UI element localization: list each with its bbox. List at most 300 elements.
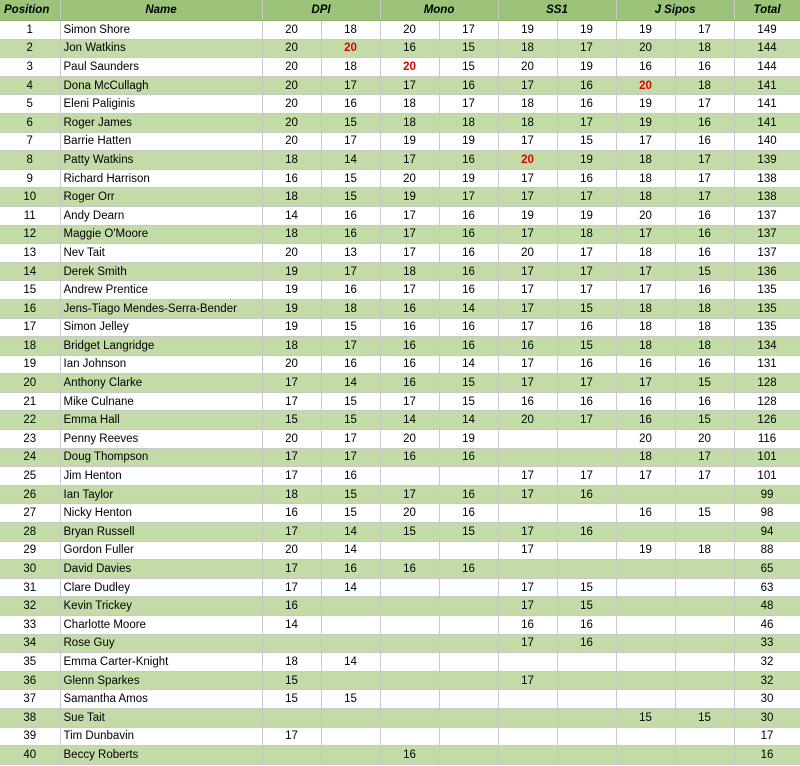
table-row [0, 39, 800, 58]
score-cell: 13 [321, 244, 380, 263]
position-cell: 21 [0, 392, 60, 411]
score-cell: 16 [675, 244, 734, 263]
score-cell: 18 [321, 299, 380, 318]
score-cell [380, 690, 439, 709]
table-row [0, 578, 800, 597]
header-row [0, 0, 800, 21]
score-cell [380, 616, 439, 635]
score-cell [675, 653, 734, 672]
score-cell: 17 [675, 448, 734, 467]
score-cell: 18 [380, 95, 439, 114]
position-cell: 34 [0, 634, 60, 653]
table-row [0, 727, 800, 746]
score-cell: 16 [557, 485, 616, 504]
score-cell [439, 616, 498, 635]
score-cell: 19 [616, 113, 675, 132]
name-cell: Jim Henton [60, 467, 262, 486]
position-cell: 6 [0, 113, 60, 132]
score-cell: 15 [439, 58, 498, 77]
score-cell: 18 [262, 337, 321, 356]
score-cell: 15 [439, 523, 498, 542]
score-cell: 16 [616, 392, 675, 411]
score-cell: 15 [557, 132, 616, 151]
total-cell: 135 [734, 299, 800, 318]
table-row [0, 76, 800, 95]
score-cell [380, 541, 439, 560]
score-cell: 18 [262, 151, 321, 170]
table-row [0, 523, 800, 542]
name-cell: Sue Tait [60, 708, 262, 727]
score-cell: 16 [321, 206, 380, 225]
total-cell: 101 [734, 448, 800, 467]
score-cell: 17 [557, 39, 616, 58]
position-cell: 26 [0, 485, 60, 504]
score-cell: 17 [498, 374, 557, 393]
total-cell: 94 [734, 523, 800, 542]
name-cell: Doug Thompson [60, 448, 262, 467]
column-header-j-sipos: J Sipos [616, 0, 734, 21]
score-cell: 17 [498, 188, 557, 207]
position-cell: 27 [0, 504, 60, 523]
score-cell: 16 [439, 504, 498, 523]
score-cell [616, 616, 675, 635]
score-cell [321, 597, 380, 616]
table-row [0, 132, 800, 151]
table-row [0, 392, 800, 411]
score-cell: 20 [262, 355, 321, 374]
score-cell [557, 746, 616, 765]
score-cell: 15 [675, 374, 734, 393]
position-cell: 22 [0, 411, 60, 430]
score-cell [439, 467, 498, 486]
total-cell: 32 [734, 671, 800, 690]
score-cell [557, 671, 616, 690]
total-cell: 137 [734, 244, 800, 263]
table-row [0, 653, 800, 672]
position-cell: 37 [0, 690, 60, 709]
total-cell: 128 [734, 374, 800, 393]
score-cell: 20 [262, 113, 321, 132]
column-header-name: Name [60, 0, 262, 21]
score-cell: 18 [498, 39, 557, 58]
score-cell: 17 [262, 392, 321, 411]
score-cell: 18 [262, 225, 321, 244]
position-cell: 28 [0, 523, 60, 542]
total-cell: 99 [734, 485, 800, 504]
score-cell: 15 [380, 523, 439, 542]
score-cell: 16 [498, 337, 557, 356]
score-cell: 16 [616, 411, 675, 430]
table-row [0, 634, 800, 653]
score-cell [675, 616, 734, 635]
name-cell: Jens-Tiago Mendes-Serra-Bender [60, 299, 262, 318]
position-cell: 11 [0, 206, 60, 225]
score-cell: 16 [321, 355, 380, 374]
score-cell: 16 [557, 355, 616, 374]
score-cell [557, 653, 616, 672]
score-cell [675, 727, 734, 746]
score-cell: 17 [262, 448, 321, 467]
score-cell [675, 560, 734, 579]
score-cell: 16 [675, 58, 734, 77]
score-cell [380, 671, 439, 690]
score-cell: 16 [557, 318, 616, 337]
score-cell: 17 [675, 95, 734, 114]
name-cell: Andy Dearn [60, 206, 262, 225]
score-cell: 17 [498, 225, 557, 244]
score-cell [439, 690, 498, 709]
score-cell [498, 690, 557, 709]
score-cell: 19 [498, 21, 557, 40]
score-cell: 16 [380, 355, 439, 374]
score-cell [675, 523, 734, 542]
name-cell: Andrew Prentice [60, 281, 262, 300]
score-cell: 17 [675, 169, 734, 188]
total-cell: 139 [734, 151, 800, 170]
score-cell: 16 [616, 58, 675, 77]
score-cell: 15 [616, 708, 675, 727]
score-cell: 16 [675, 355, 734, 374]
position-cell: 16 [0, 299, 60, 318]
score-cell: 17 [498, 262, 557, 281]
score-cell: 14 [262, 206, 321, 225]
score-cell: 20 [262, 58, 321, 77]
table-row [0, 299, 800, 318]
score-cell: 15 [557, 337, 616, 356]
name-cell: Tim Dunbavin [60, 727, 262, 746]
name-cell: Nicky Henton [60, 504, 262, 523]
score-cell: 19 [439, 169, 498, 188]
total-cell: 138 [734, 169, 800, 188]
score-cell: 15 [675, 504, 734, 523]
score-cell [616, 523, 675, 542]
position-cell: 18 [0, 337, 60, 356]
score-cell: 20 [498, 58, 557, 77]
score-cell: 18 [380, 262, 439, 281]
table-row [0, 541, 800, 560]
score-cell: 20 [262, 76, 321, 95]
position-cell: 23 [0, 430, 60, 449]
score-cell [675, 690, 734, 709]
position-cell: 13 [0, 244, 60, 263]
score-cell: 18 [675, 76, 734, 95]
total-cell: 116 [734, 430, 800, 449]
score-cell: 20 [380, 430, 439, 449]
score-cell [498, 448, 557, 467]
score-cell: 17 [321, 76, 380, 95]
table-row [0, 225, 800, 244]
score-cell: 16 [380, 337, 439, 356]
score-cell: 16 [321, 95, 380, 114]
position-cell: 31 [0, 578, 60, 597]
score-cell: 20 [498, 244, 557, 263]
score-cell: 17 [675, 151, 734, 170]
position-cell: 29 [0, 541, 60, 560]
table-row [0, 504, 800, 523]
total-cell: 138 [734, 188, 800, 207]
score-cell: 14 [321, 523, 380, 542]
score-cell: 16 [380, 318, 439, 337]
score-cell: 16 [380, 560, 439, 579]
score-cell: 16 [557, 392, 616, 411]
score-cell: 20 [262, 95, 321, 114]
score-cell: 17 [498, 467, 557, 486]
score-cell: 17 [557, 374, 616, 393]
name-cell: Simon Jelley [60, 318, 262, 337]
total-cell: 63 [734, 578, 800, 597]
score-cell: 20 [380, 504, 439, 523]
table-row [0, 708, 800, 727]
score-cell [675, 578, 734, 597]
position-cell: 12 [0, 225, 60, 244]
score-cell [557, 448, 616, 467]
name-cell: Gordon Fuller [60, 541, 262, 560]
score-cell: 17 [557, 467, 616, 486]
score-cell: 20 [616, 76, 675, 95]
score-cell: 19 [380, 188, 439, 207]
score-cell: 17 [380, 76, 439, 95]
score-cell: 18 [321, 21, 380, 40]
name-cell: Ian Johnson [60, 355, 262, 374]
score-cell: 17 [498, 132, 557, 151]
score-cell: 20 [498, 151, 557, 170]
score-cell [557, 560, 616, 579]
total-cell: 88 [734, 541, 800, 560]
score-cell [380, 708, 439, 727]
score-cell [616, 634, 675, 653]
position-cell: 19 [0, 355, 60, 374]
table-row [0, 206, 800, 225]
score-cell [675, 671, 734, 690]
score-cell: 16 [439, 560, 498, 579]
score-cell: 16 [380, 746, 439, 765]
table-row [0, 355, 800, 374]
score-cell [498, 430, 557, 449]
score-cell: 15 [439, 39, 498, 58]
score-cell: 19 [498, 206, 557, 225]
score-cell [616, 560, 675, 579]
name-cell: David Davies [60, 560, 262, 579]
table-row [0, 318, 800, 337]
total-cell: 128 [734, 392, 800, 411]
position-cell: 39 [0, 727, 60, 746]
score-cell: 16 [439, 281, 498, 300]
name-cell: Eleni Paliginis [60, 95, 262, 114]
column-header-ss1: SS1 [498, 0, 616, 21]
score-cell [616, 727, 675, 746]
score-cell [439, 746, 498, 765]
score-cell: 17 [557, 188, 616, 207]
score-cell: 19 [616, 541, 675, 560]
score-cell [380, 467, 439, 486]
total-cell: 126 [734, 411, 800, 430]
name-cell: Barrie Hatten [60, 132, 262, 151]
name-cell: Roger Orr [60, 188, 262, 207]
score-cell: 20 [262, 39, 321, 58]
score-cell: 16 [321, 467, 380, 486]
score-cell: 18 [675, 318, 734, 337]
score-cell: 17 [616, 262, 675, 281]
score-cell [557, 727, 616, 746]
score-cell [380, 597, 439, 616]
score-cell: 16 [262, 169, 321, 188]
score-cell: 16 [439, 225, 498, 244]
score-cell: 20 [616, 430, 675, 449]
position-cell: 38 [0, 708, 60, 727]
score-cell: 16 [675, 281, 734, 300]
score-cell [616, 485, 675, 504]
name-cell: Simon Shore [60, 21, 262, 40]
score-cell: 16 [380, 39, 439, 58]
score-cell: 16 [439, 76, 498, 95]
score-cell [380, 653, 439, 672]
score-cell: 15 [321, 485, 380, 504]
table-row [0, 671, 800, 690]
name-cell: Clare Dudley [60, 578, 262, 597]
score-cell: 19 [557, 206, 616, 225]
score-cell: 16 [675, 225, 734, 244]
score-cell: 16 [557, 616, 616, 635]
score-cell: 17 [262, 467, 321, 486]
total-cell: 46 [734, 616, 800, 635]
score-cell [557, 690, 616, 709]
score-cell: 20 [498, 411, 557, 430]
score-cell: 15 [321, 188, 380, 207]
score-cell [498, 653, 557, 672]
score-cell: 16 [498, 392, 557, 411]
score-cell [557, 708, 616, 727]
score-cell: 19 [262, 318, 321, 337]
score-cell: 16 [321, 281, 380, 300]
score-cell [498, 504, 557, 523]
score-cell: 15 [321, 113, 380, 132]
score-cell: 17 [380, 225, 439, 244]
score-cell: 15 [262, 411, 321, 430]
score-cell: 17 [380, 392, 439, 411]
score-cell: 17 [321, 132, 380, 151]
score-cell: 16 [380, 448, 439, 467]
score-cell: 17 [498, 318, 557, 337]
name-cell: Paul Saunders [60, 58, 262, 77]
score-cell: 15 [262, 671, 321, 690]
score-cell: 18 [675, 337, 734, 356]
score-cell [380, 727, 439, 746]
score-cell: 16 [439, 151, 498, 170]
score-cell: 15 [321, 411, 380, 430]
score-cell: 15 [675, 262, 734, 281]
score-cell: 17 [498, 281, 557, 300]
position-cell: 32 [0, 597, 60, 616]
score-cell: 15 [262, 690, 321, 709]
table-row [0, 597, 800, 616]
table-row [0, 616, 800, 635]
score-cell: 16 [439, 206, 498, 225]
score-cell: 17 [380, 206, 439, 225]
score-cell [321, 616, 380, 635]
score-cell: 19 [262, 262, 321, 281]
name-cell: Roger James [60, 113, 262, 132]
score-cell: 15 [321, 690, 380, 709]
score-cell: 16 [262, 597, 321, 616]
score-cell: 17 [321, 430, 380, 449]
score-cell: 16 [675, 392, 734, 411]
table-row [0, 262, 800, 281]
score-cell: 17 [439, 21, 498, 40]
total-cell: 141 [734, 113, 800, 132]
score-cell: 18 [616, 244, 675, 263]
score-cell: 17 [616, 374, 675, 393]
name-cell: Derek Smith [60, 262, 262, 281]
score-cell [675, 746, 734, 765]
position-cell: 40 [0, 746, 60, 765]
score-cell: 18 [498, 95, 557, 114]
table-row [0, 337, 800, 356]
table-row [0, 374, 800, 393]
score-cell: 17 [498, 76, 557, 95]
score-cell: 16 [439, 244, 498, 263]
column-header-total: Total [734, 0, 800, 21]
table-row [0, 151, 800, 170]
score-cell: 15 [557, 578, 616, 597]
total-cell: 30 [734, 690, 800, 709]
name-cell: Kevin Trickey [60, 597, 262, 616]
total-cell: 17 [734, 727, 800, 746]
score-cell: 14 [439, 299, 498, 318]
position-cell: 33 [0, 616, 60, 635]
score-cell: 17 [616, 281, 675, 300]
score-cell [675, 634, 734, 653]
score-cell: 19 [380, 132, 439, 151]
name-cell: Dona McCullagh [60, 76, 262, 95]
score-cell: 18 [557, 225, 616, 244]
table-row [0, 95, 800, 114]
score-cell: 17 [557, 244, 616, 263]
score-cell: 16 [557, 76, 616, 95]
score-cell: 17 [557, 411, 616, 430]
total-cell: 136 [734, 262, 800, 281]
score-cell: 17 [262, 374, 321, 393]
score-cell: 17 [498, 578, 557, 597]
score-cell [498, 560, 557, 579]
score-cell [321, 746, 380, 765]
name-cell: Charlotte Moore [60, 616, 262, 635]
position-cell: 30 [0, 560, 60, 579]
score-cell: 20 [616, 39, 675, 58]
score-cell: 18 [616, 299, 675, 318]
score-cell: 18 [616, 151, 675, 170]
score-cell: 20 [321, 39, 380, 58]
score-cell: 18 [616, 318, 675, 337]
score-cell: 15 [321, 169, 380, 188]
score-cell: 18 [616, 448, 675, 467]
score-cell: 17 [262, 560, 321, 579]
score-cell [498, 727, 557, 746]
total-cell: 137 [734, 225, 800, 244]
score-cell: 14 [262, 616, 321, 635]
score-cell: 18 [262, 653, 321, 672]
score-cell: 18 [380, 113, 439, 132]
score-cell [321, 634, 380, 653]
position-cell: 1 [0, 21, 60, 40]
score-cell: 18 [675, 299, 734, 318]
score-cell: 15 [321, 504, 380, 523]
score-cell: 16 [439, 485, 498, 504]
score-cell: 16 [321, 560, 380, 579]
name-cell: Mike Culnane [60, 392, 262, 411]
table-row [0, 467, 800, 486]
score-cell [439, 708, 498, 727]
score-cell: 18 [498, 113, 557, 132]
